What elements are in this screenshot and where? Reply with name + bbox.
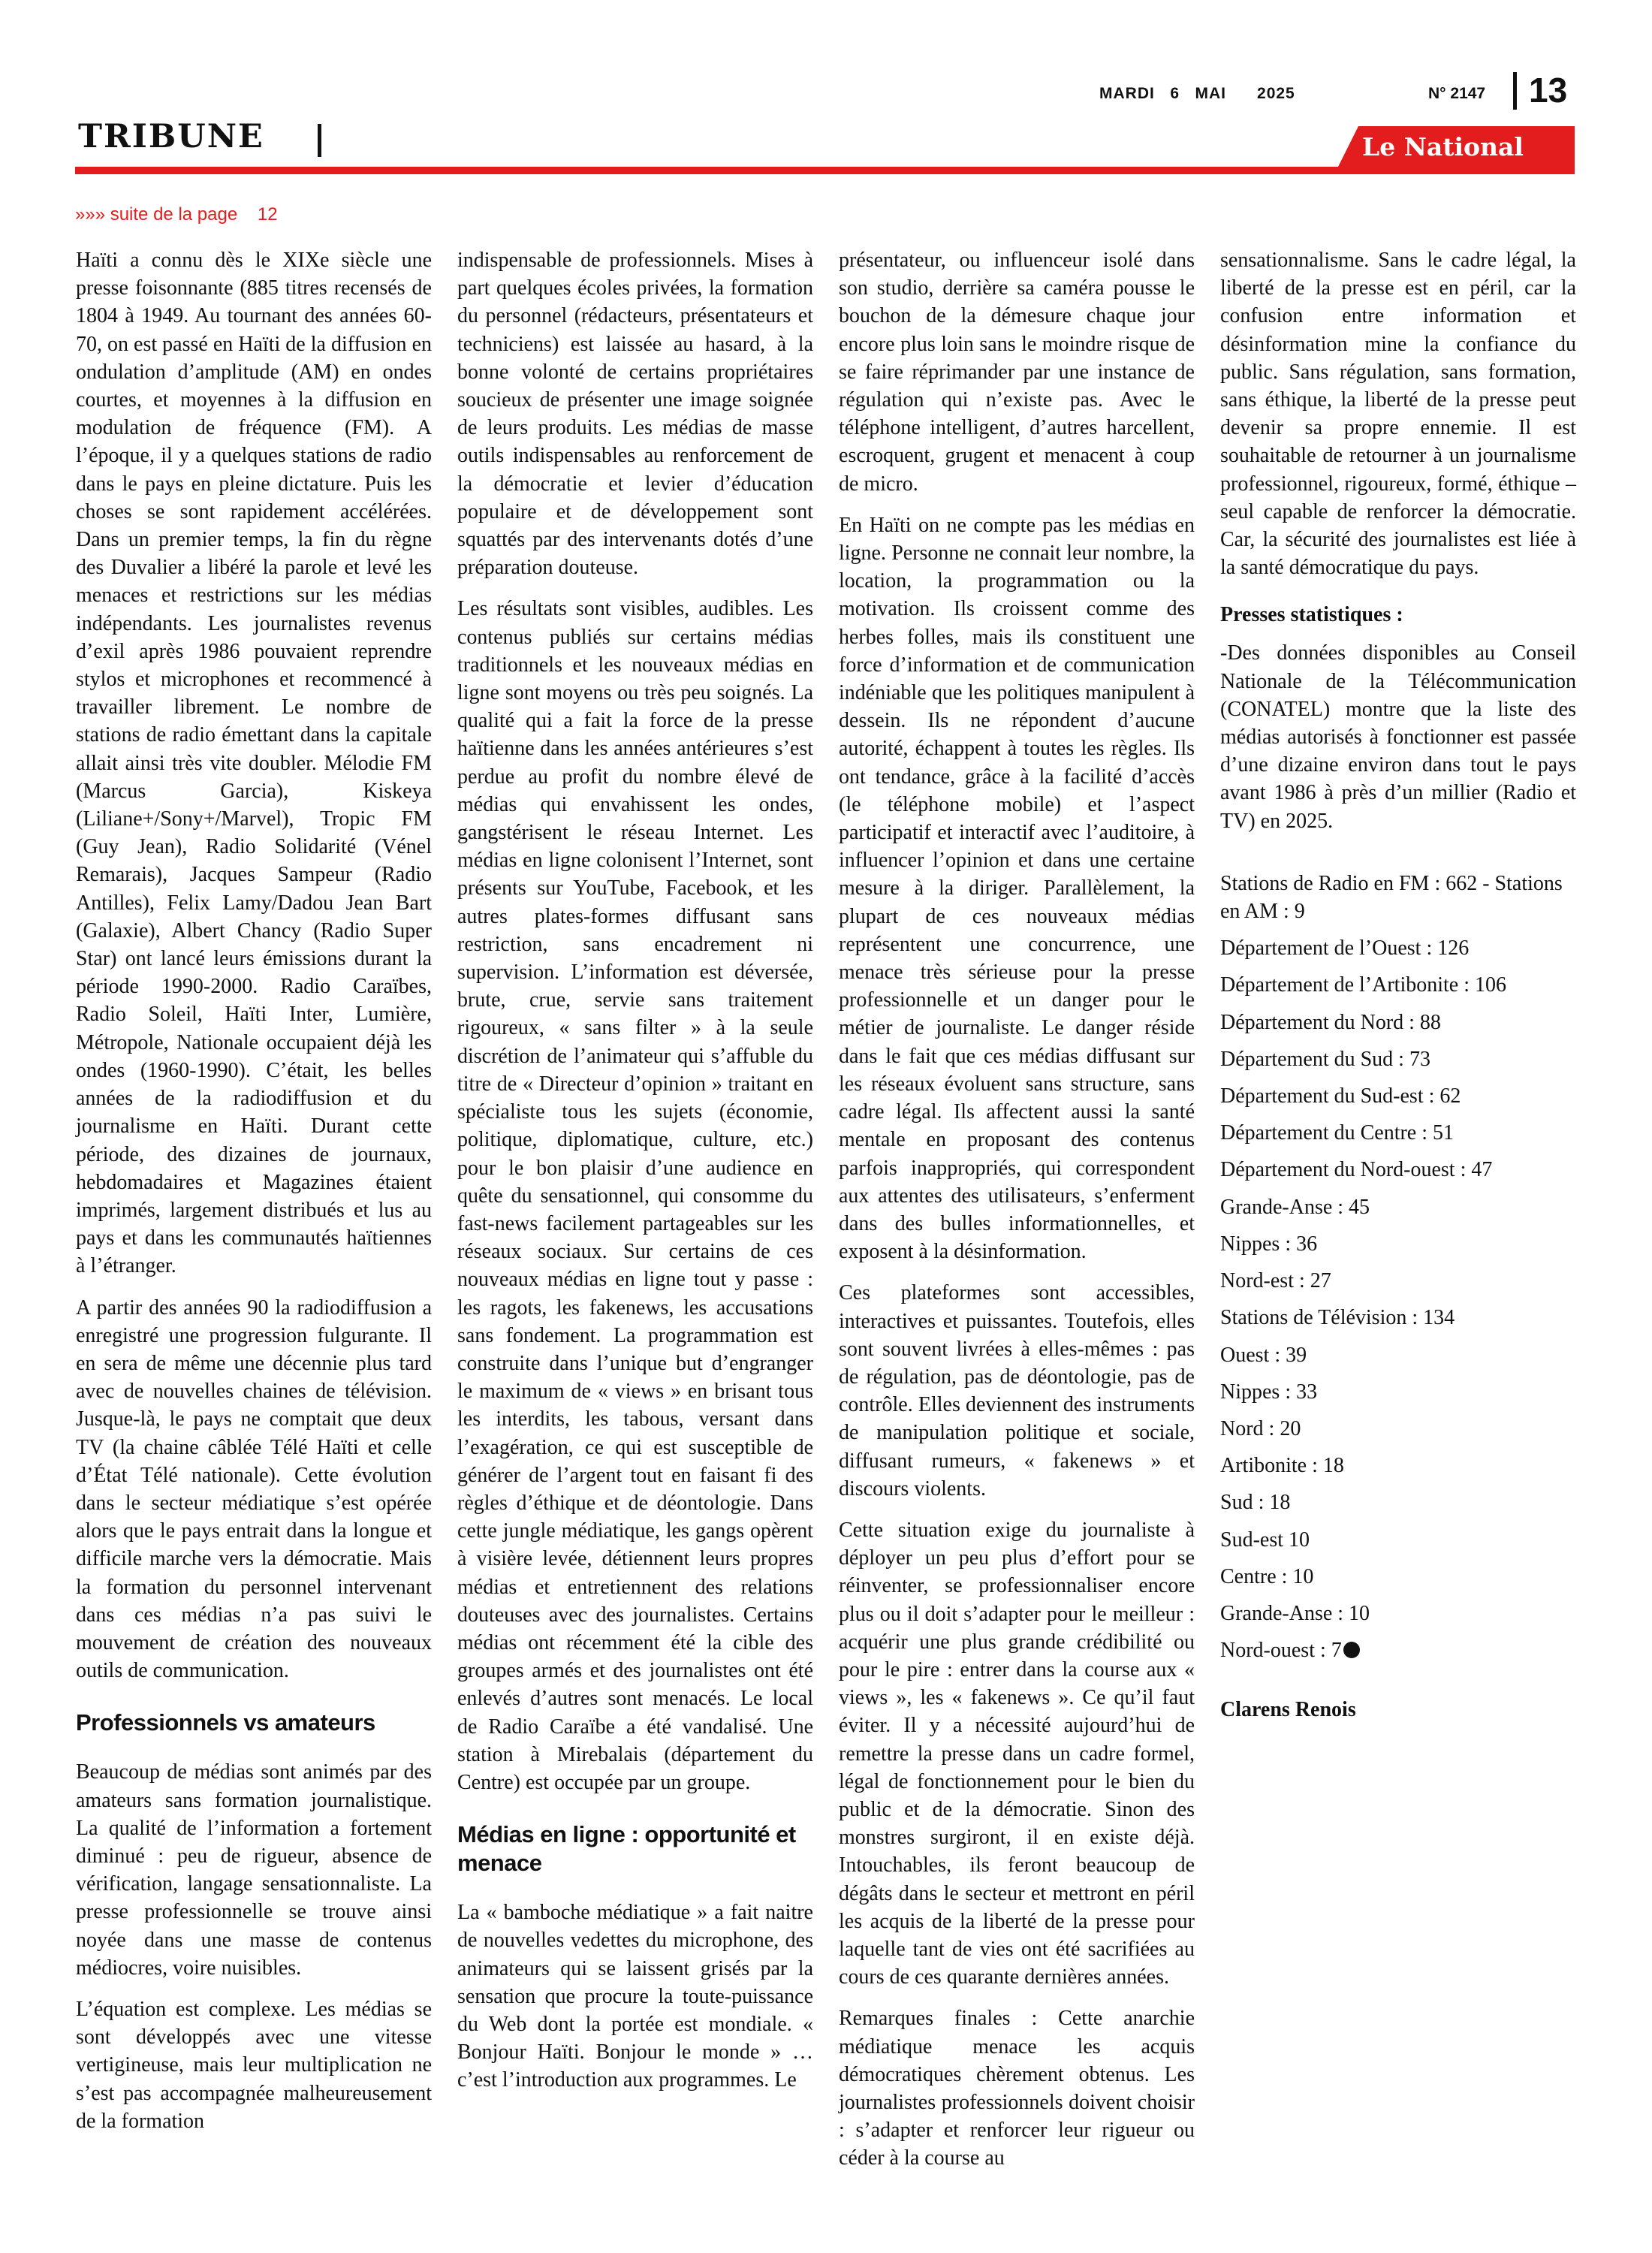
stat-item: Stations de Radio en FM : 662 - Stations en AM : 9	[1220, 871, 1563, 924]
stat-item: Stations de Télévision : 134	[1220, 1306, 1455, 1330]
subheading-professionnels: Professionnels vs amateurs	[76, 1709, 375, 1736]
subheading-medias-en-ligne: Médias en ligne : opportunité et menace	[457, 1821, 796, 1877]
author-byline: Clarens Renois	[1220, 1698, 1356, 1722]
stat-item: Département du Nord : 88	[1220, 1010, 1441, 1034]
paragraph: Remarques finales : Cette anarchie médiatique menace les acquis démocratiques chèrement obtenus. Les journalistes professionnels doivent choisir : s’adapter et renforcer leur rigueur ou céder à la course au	[839, 2007, 1195, 2170]
subheading-statistiques: Presses statistiques :	[1220, 603, 1403, 627]
statistics-list	[1220, 870, 1576, 1664]
paragraph: L’équation est complexe. Les médias se sont développés avec une vitesse vertigineuse, mais leur multiplication ne s’est pas accompagnée malheureusement de la formation	[76, 1997, 432, 2133]
article-column-4	[1220, 246, 1576, 1738]
stat-item: Département de l’Ouest : 126	[1220, 936, 1470, 961]
paragraph: sensationnalisme. Sans le cadre légal, la liberté de la presse est en péril, car la confusion entre information et désinformation mine la confiance du public. Sans régulation, sans formation, sans éthique, la liberté de la presse peut devenir sa propre ennemie. Il est souhaitable de retourner à un journalisme professionnel, rigoureux, formé, éthique – seul capable de renforcer la démocratie. Car, la sécurité des journalistes est liée à la santé démocratique du pays.	[1220, 249, 1576, 580]
paragraph: indispensable de professionnels. Mises à part quelques écoles privées, la formation du personnel (rédacteurs, présentateurs et techniciens) est laissée au hasard, à la bonne volonté de certains propriétaires soucieux de présenter une image soignée de leurs produits. Les médias de masse outils indispensables au renforcement de la démocratie et levier d’éducation populaire et de développement sont squattés par des intervenants dotés d’une préparation douteuse.	[457, 249, 813, 580]
page-number: 13	[1529, 71, 1568, 110]
stat-item: Grande-Anse : 10	[1220, 1601, 1370, 1625]
paragraph: présentateur, ou influenceur isolé dans son studio, derrière sa caméra pousse le bouchon de la démesure chaque jour encore plus loin sans le moindre risque de se faire réprimander par une instance de régulation qui n’existe pas. Avec le téléphone intelligent, d’autres harcellent, escroquent, grugent et menacent à coup de micro.	[839, 249, 1195, 496]
issue-date: MARDI 6 MAI 2025	[1099, 85, 1295, 102]
paragraph: Les résultats sont visibles, audibles. Les contenus publiés sur certains médias traditionnels et les nouveaux médias en ligne sont moyens ou très peu soignés. La qualité qui a fait la force de la presse haïtienne dans les années antérieures s’est perdue au profit du nombre élevé de médias qui envahissent les ondes, gangstérisent le réseau Internet. Les médias en ligne colonisent l’Internet, sont présents sur YouTube, Facebook, et les autres plates-formes diffusant sans restriction, sans encadrement ni supervision. L’information est déversée, brute, crue, servie sans traitement rigoureux, « sans filter » à la seule discrétion de l’animateur qui s’affuble du titre de « Directeur d’opinion » traitant en spécialiste tous les sujets (économie, politique, diplomatique, culture, etc.) pour le bon plaisir d’une audience en quête du sensationnel, qui consomme du fast-news facilement partageables sur les réseaux sociaux. Sur certains de ces nouveaux médias en ligne tout y passe : les ragots, les fakenews, les accusations sans fondement. La programmation est construite dans l’unique but d’engranger le maximum de « views » en brisant tous les interdits, les tabous, versant dans l’exagération, ce qui est susceptible de générer de l’argent tout en faisant fi des règles d’éthique et de déontologie. Dans cette jungle médiatique, les gangs opèrent à visière levée, détiennent leurs propres médias et entretiennent des relations douteuses avec des journalistes. Certains médias ont récemment été la cible des groupes armés et des journalistes ont été enlevés d’autres sont menacés. Le local de Radio Caraïbe a été vandalisé. Une station à Mirebalais (département du Centre) est occupée par un groupe.	[457, 597, 813, 1794]
stat-item: Département du Sud-est : 62	[1220, 1084, 1461, 1108]
header-divider	[1513, 72, 1517, 110]
stat-item: Ouest : 39	[1220, 1343, 1307, 1367]
stat-item: Département du Nord-ouest : 47	[1220, 1158, 1493, 1182]
section-title: TRIBUNE	[78, 118, 264, 155]
stat-item: Sud-est 10	[1220, 1528, 1310, 1552]
paragraph: Beaucoup de médias sont animés par des amateurs sans formation journalistique. La qualité de l’information a fortement diminué : peu de rigueur, absence de vérification, langage sensationnaliste. La presse professionnelle se trouve ainsi noyée dans une masse de contenus médiocres, voire nuisibles.	[76, 1760, 432, 1980]
paragraph: -Des données disponibles au Conseil Nationale de la Télécommunication (CONATEL) montre que la liste des médias autorisés à fonctionner est passée d’une dizaine environ dans tout le pays avant 1986 à près d’un millier (Radio et TV) en 2025.	[1220, 641, 1576, 833]
stat-item: Grande-Anse : 45	[1220, 1195, 1370, 1219]
paragraph: Ces plateformes sont accessibles, interactives et puissantes. Toutefois, elles sont souvent livrées à elles-mêmes : pas de régulation, pas de déontologie, pas de contrôle. Elles deviennent des instruments de manipulation politique et sociale, diffusant rumeurs, « fakenews » et discours violents.	[839, 1281, 1195, 1500]
end-of-article-icon	[1343, 1642, 1360, 1658]
continuation-reference: »»» suite de la page 12	[75, 204, 278, 225]
stat-item: Centre : 10	[1220, 1564, 1314, 1588]
paragraph: La « bamboche médiatique » a fait naitre de nouvelles vedettes du microphone, des animateurs qui se laissent grisés par la sensation que procure la toute-puissance du Web dont la portée est mondiale. « Bonjour Haïti. Bonjour le monde » … c’est l’introduction aux programmes. Le	[457, 1901, 813, 2092]
article-column-1	[76, 246, 432, 2149]
stat-item: Département de l’Artibonite : 106	[1220, 973, 1506, 997]
stat-item: Département du Centre : 51	[1220, 1121, 1455, 1145]
article-column-3	[839, 246, 1195, 2186]
paragraph: A partir des années 90 la radiodiffusion a enregistré une progression fulgurante. Il en sera de même une décennie plus tard avec de nouvelles chaines de télévision. Jusque-là, le pays ne comptait que deux TV (la chaine câblée Télé Haïti et celle d’État Télé nationale). Cette évolution dans le secteur médiatique s’est opérée alors que le pays entrait dans la longue et difficile marche vers la démocratie. Mais la formation du personnel intervenant dans ces médias n’a pas suivi le mouvement de création des nouveaux outils de communication.	[76, 1295, 432, 1683]
paragraph: Cette situation exige du journaliste à déployer un peu plus d’effort pour se réinventer, se professionnaliser encore plus ou il doit s’adapter pour le meilleur : acquérir une plus grande crédibilité ou pour le pire : entrer dans la course aux « views », les « fakenews ». Ce qu’il faut éviter. Il y a nécessité aujourd’hui de remettre la presse dans un cadre formel, légal de fonctionnement pour le bien du public et de la démocratie. Sinon des monstres surgiront, il en existe déjà. Intouchables, ils feront beaucoup de dégâts dans le secteur et mettront en péril les acquis de la liberté de la presse pour laquelle tant de vies ont été sacrifiées au cours de ces quarante dernières années.	[839, 1518, 1195, 1989]
stat-item: Nord-est : 27	[1220, 1269, 1331, 1293]
stat-item: Artibonite : 18	[1220, 1454, 1344, 1478]
stat-item: Département du Sud : 73	[1220, 1047, 1430, 1071]
article-column-2	[457, 246, 813, 2108]
stat-item-last	[1220, 1636, 1576, 1664]
paragraph: En Haïti on ne compte pas les médias en ligne. Personne ne connait leur nombre, la location, la programmation ou la motivation. Ils croissent comme des herbes folles, mais ils constituent une force d’information et de communication indéniable que les politiques manipulent à dessein. Ils ne répondent d’aucune autorité, échappent à toutes les règles. Ils ont tendance, grâce à la facilité d’accès (le téléphone mobile) et l’aspect participatif et interactif avec l’auditoire, à influencer l’opinion et dans une certaine mesure à la diriger. Parallèlement, la plupart de ces nouveaux médias représentent une concurrence, une menace très sérieuse pour la presse professionnelle et un danger pour le métier de journaliste. Le danger réside dans le fait que ces médias diffusant sur les réseaux évoluent sans structure, sans cadre légal. Ils affectent aussi la santé mentale en proposant des contenus parfois inappropriés, qui correspondent aux attentes des utilisateurs, s’enferment dans des bulles informationnelles, et exposent à la désinformation.	[839, 513, 1195, 1264]
header-rule	[75, 167, 1575, 174]
issue-number: N° 2147	[1428, 85, 1486, 102]
stat-item-text: Nord-ouest : 7	[1220, 1639, 1342, 1663]
stat-item: Nord : 20	[1220, 1416, 1301, 1440]
newspaper-logo: Le National	[1362, 132, 1524, 161]
stat-item: Sud : 18	[1220, 1491, 1291, 1515]
paragraph: Haïti a connu dès le XIXe siècle une presse foisonnante (885 titres recensés de 1804 à 1949. Au tournant des années 60-70, on est passé en Haïti de la diffusion en ondulation d’amplitude (AM) en ondes courtes, et moyennes à la diffusion en modulation de fréquence (FM). A l’époque, il y a quelques stations de radio dans le pays en pleine dictature. Puis les choses se sont rapidement accélérées. Dans un premier temps, la fin du règne des Duvalier a libéré la parole et levé les menaces et restrictions sur les médias indépendants. Les journalistes revenus d’exil après 1986 pouvaient reprendre stylos et microphones et recommencé à travailler librement. Le nombre de stations de radio émettant dans la capitale allait ainsi très vite doubler. Mélodie FM (Marcus Garcia), Kiskeya (Liliane+/Sony+/Marvel), Tropic FM (Guy Jean), Radio Solidarité (Vénel Remarais), Jacques Sampeur (Radio Antilles), Felix Lamy/Dadou Jean Bart (Galaxie), Albert Chancy (Radio Super Star) ont lancé leurs émissions durant la période 1990-2000. Radio Caraïbes, Radio Soleil, Haïti Inter, Lumière, Métropole, Nationale occupaient déjà les ondes (1960-1990). C’était, les belles années de la radiodiffusion et du journalisme en Haïti. Durant cette période, des dizaines de journaux, hebdomadaires et Magazines étaient imprimés, largement distribués et lus au pays et dans les communautés haïtiennes à l’étranger.	[76, 249, 432, 1278]
stat-item: Nippes : 33	[1220, 1380, 1318, 1404]
stat-item: Nippes : 36	[1220, 1232, 1318, 1256]
section-divider	[318, 124, 321, 157]
